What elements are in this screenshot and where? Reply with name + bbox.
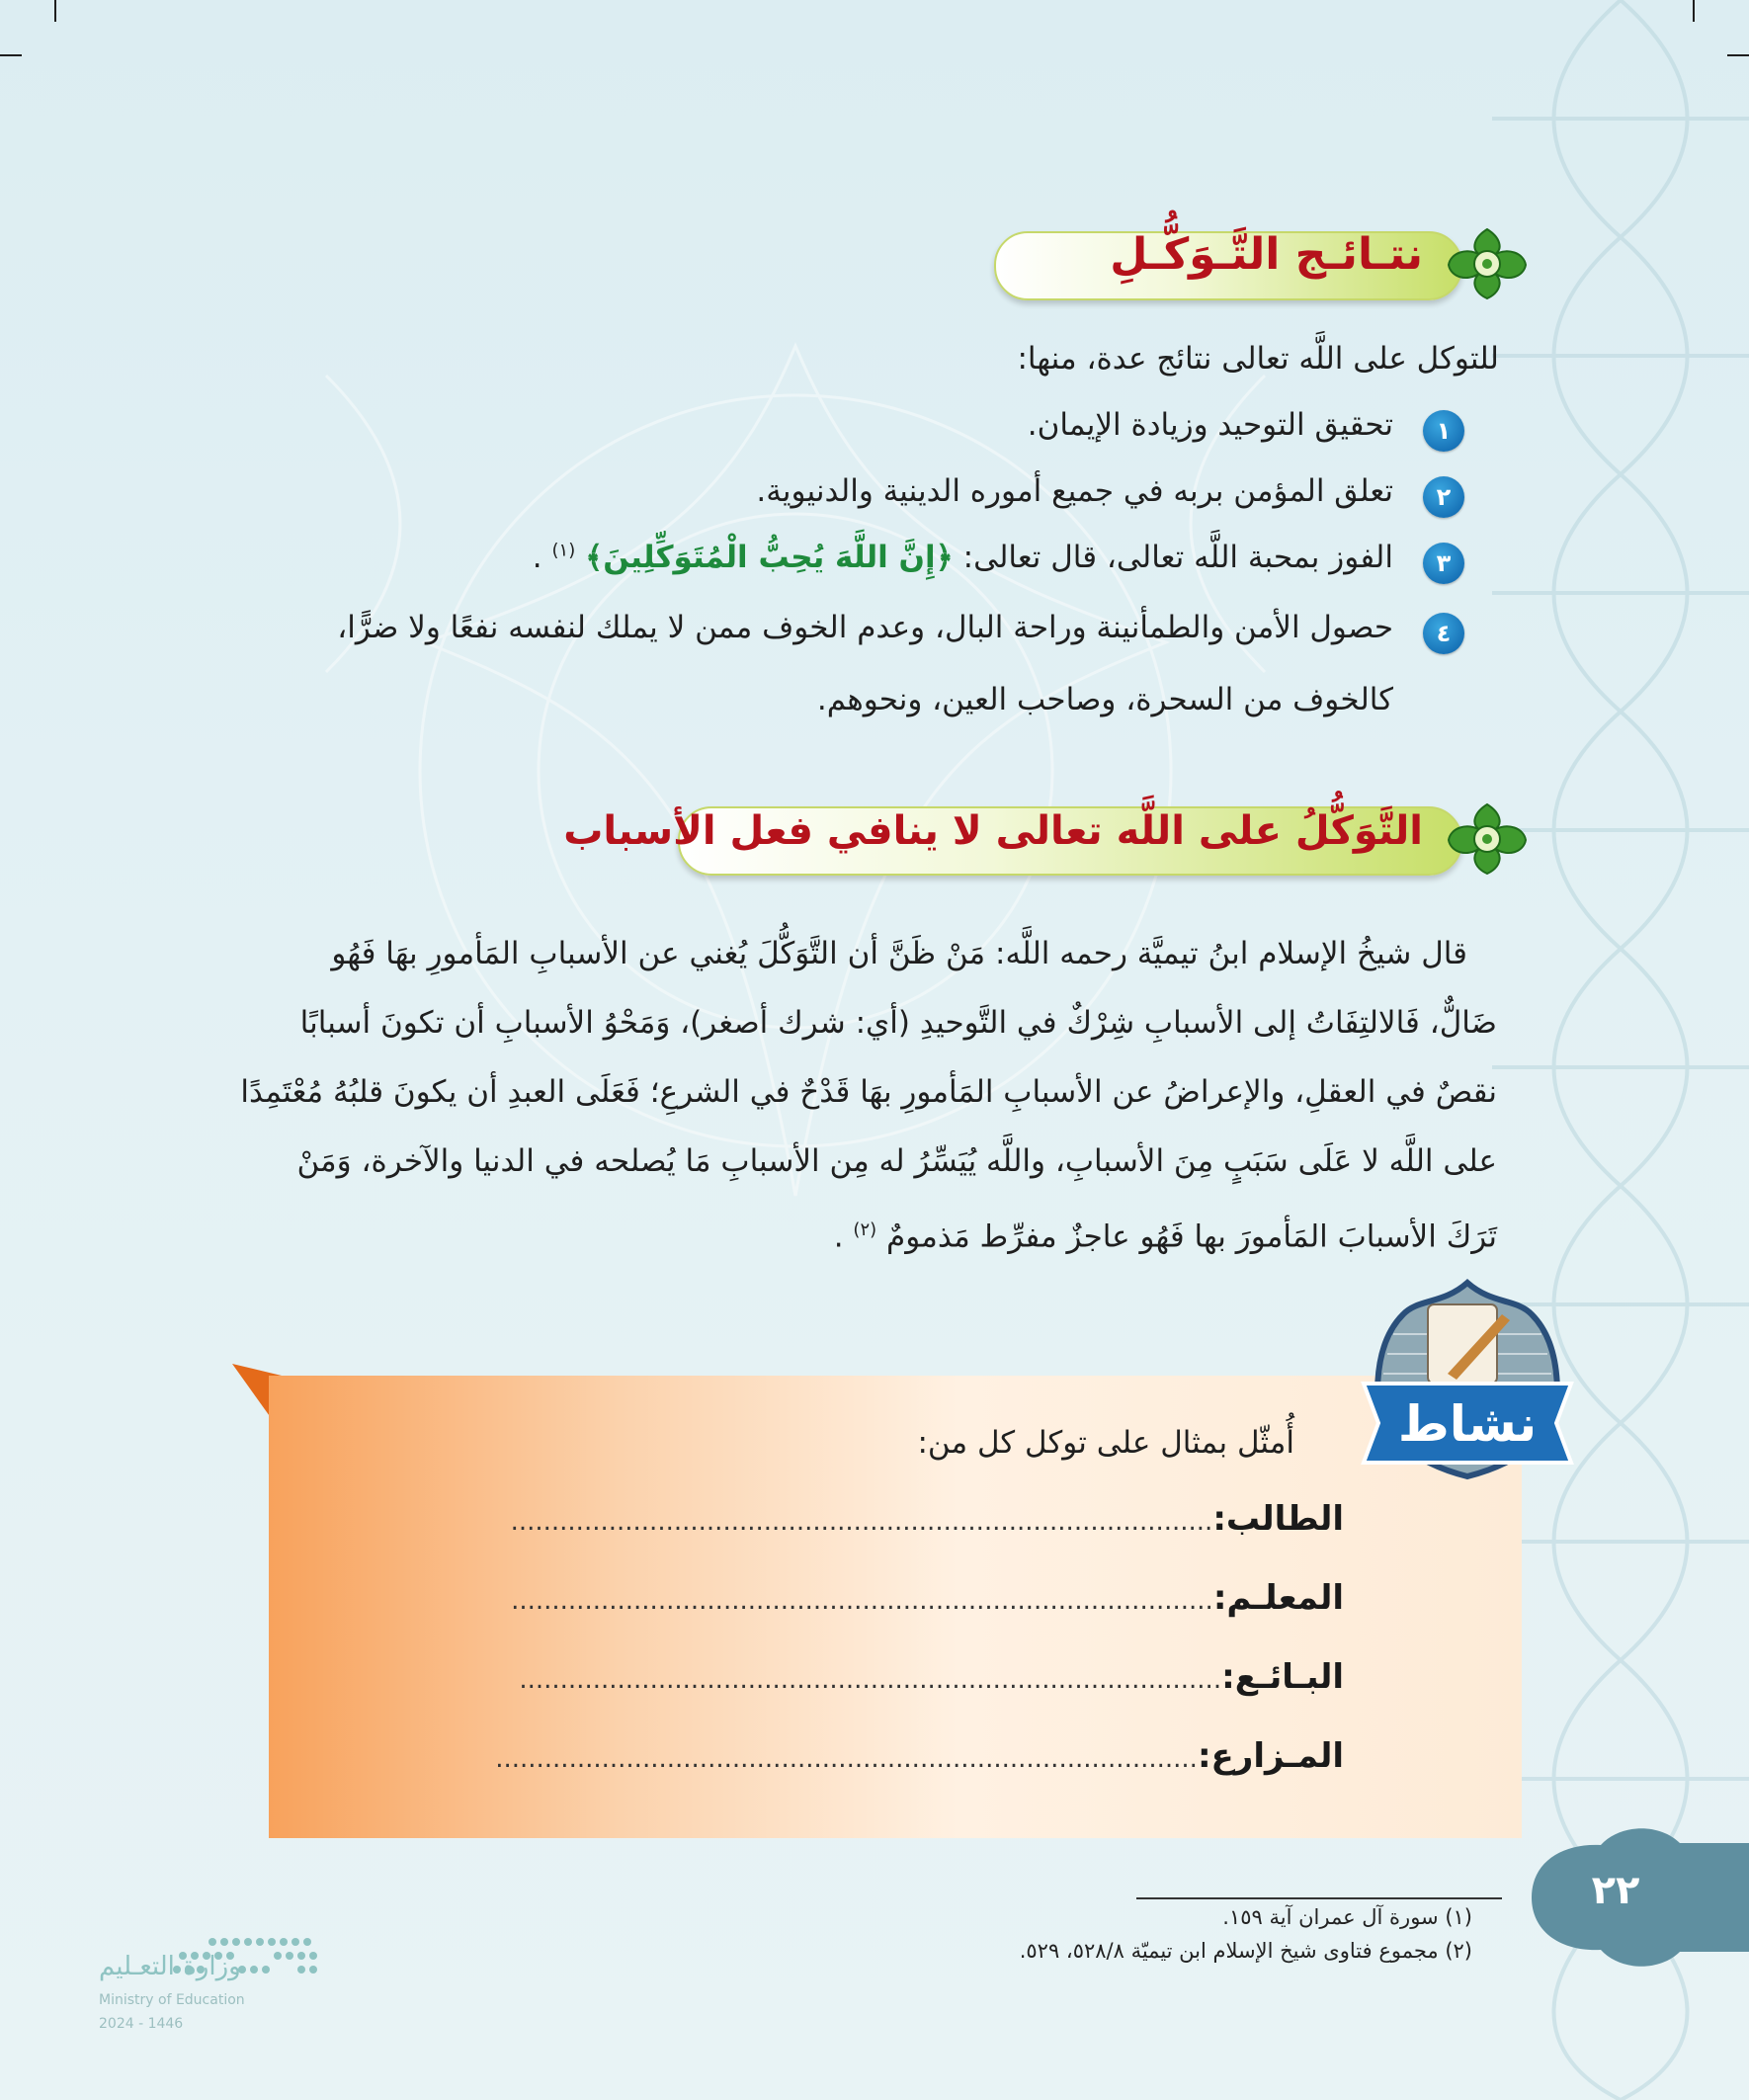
ornament-emblem-icon	[1443, 225, 1532, 302]
list-item	[533, 540, 1393, 575]
answer-row	[495, 1736, 1344, 1776]
paragraph-line: على اللَّه لا عَلَى سَبَبٍ مِنَ الأسبابِ، واللَّه يُيَسِّرُ له مِن الأسبابِ مَا يُصلحه في الدنيا والآخرة، وَمَنْ	[296, 1143, 1497, 1179]
quote-paragraph	[240, 919, 1497, 1265]
item-end: .	[532, 540, 542, 575]
list-item-continuation: كالخوف من السحرة، وصاحب العين، ونحوهم.	[816, 682, 1393, 717]
paragraph-end: .	[833, 1218, 844, 1255]
answer-blank[interactable]: ......................................................................................	[510, 1507, 1213, 1537]
answer-blank[interactable]: ......................................................................................	[495, 1744, 1198, 1774]
footnote: (١) سورة آل عمران آية ١٥٩.	[1222, 1905, 1472, 1929]
activity-badge	[1354, 1275, 1581, 1532]
paragraph-line: نقصٌ في العقلِ، والإعراضُ عن الأسبابِ المَأمورِ بهَا قَدْحٌ في الشرعِ؛ فَعَلَى العبدِ أن يكونَ قلبُهُ مُعْتَمِدًا	[240, 1074, 1497, 1110]
ornament-emblem-icon	[1443, 800, 1532, 878]
answer-label: المعلـم:	[1212, 1578, 1344, 1618]
paragraph-text: تَرَكَ الأسبابَ المَأمورَ بها فَهُو عاجزٌ مفرِّط مَذمومٌ	[886, 1218, 1497, 1255]
quran-verse: ﴿إِنَّ اللَّهَ يُحِبُّ الْمُتَوَكِّلِينَ﴾	[585, 540, 954, 575]
edition-year: 2024 - 1446	[99, 2016, 184, 2032]
paragraph-line-last	[252, 1196, 1497, 1265]
section-title: نتـائـج التَّـوَكُّـلِ	[1110, 229, 1423, 280]
ministry-name-ar: وزارة التعـليم	[99, 1952, 241, 1981]
item-number-badge: ٤	[1423, 613, 1464, 654]
list-item: تعلق المؤمن بربه في جميع أموره الدينية والدنيوية.	[756, 473, 1393, 509]
activity-prompt: أُمثّل بمثال على توكل كل من:	[917, 1425, 1294, 1461]
list-item: تحقيق التوحيد وزيادة الإيمان.	[1027, 407, 1393, 443]
footnote-ref: (٢)	[853, 1219, 877, 1240]
footnote: (٢) مجموع فتاوى شيخ الإسلام ابن تيميّة ٥٢٨/٨، ٥٢٩.	[1019, 1939, 1472, 1963]
item-text: الفوز بمحبة اللَّه تعالى، قال تعالى:	[962, 540, 1393, 575]
answer-label: المـزارع:	[1197, 1736, 1344, 1776]
section-header-results	[988, 225, 1532, 302]
quill-paper-icon	[1428, 1304, 1510, 1384]
answer-blank[interactable]: ......................................................................................	[511, 1586, 1213, 1616]
footnote-divider	[1136, 1897, 1502, 1899]
intro-text: للتوكل على اللَّه تعالى نتائج عدة، منها:	[1017, 341, 1499, 377]
lattice-pattern	[1492, 0, 1749, 2100]
footnote-ref: (١)	[551, 540, 576, 561]
item-number-badge: ٣	[1423, 543, 1464, 584]
answer-label: البـائـع:	[1221, 1657, 1344, 1697]
section-title: التَّوَكُّلُ على اللَّه تعالى لا ينافي فعل الأسباب	[563, 808, 1423, 854]
activity-badge-label: نشاط	[1397, 1395, 1538, 1453]
answer-label: الطالب:	[1212, 1499, 1344, 1539]
list-item: حصول الأمن والطمأنينة وراحة البال، وعدم الخوف ممن لا يملك لنفسه نفعًا ولا ضرًّا،	[337, 610, 1393, 645]
crop-mark	[1693, 0, 1695, 22]
paragraph-line: ضَالٌّ، فَالالتِفَاتُ إلى الأسبابِ شِرْكٌ في التَّوحيدِ (أي: شرك أصغر)، وَمَحْوُ الأسبابِ أن تكونَ أسبابًا	[299, 1005, 1497, 1041]
crop-mark	[0, 54, 22, 56]
activity-box	[269, 1376, 1522, 1838]
answer-blank[interactable]: ......................................................................................	[519, 1665, 1222, 1695]
item-number-badge: ١	[1423, 410, 1464, 452]
crop-mark	[54, 0, 56, 22]
item-number-badge: ٢	[1423, 476, 1464, 518]
answer-row	[511, 1499, 1344, 1539]
page-number: ٢٢	[1591, 1868, 1640, 1913]
ministry-name-en: Ministry of Education	[99, 1992, 245, 2008]
answer-row	[511, 1578, 1344, 1618]
answer-row	[519, 1657, 1344, 1697]
crop-mark	[1727, 54, 1749, 56]
section-header-reliance	[563, 800, 1532, 878]
paragraph-line: قال شيخُ الإسلام ابنُ تيميَّة رحمه اللَّه: مَنْ ظَنَّ أن التَّوَكُّلَ يُغني عن الأسبابِ المَأمورِ بهَا فَهُو	[331, 936, 1467, 971]
